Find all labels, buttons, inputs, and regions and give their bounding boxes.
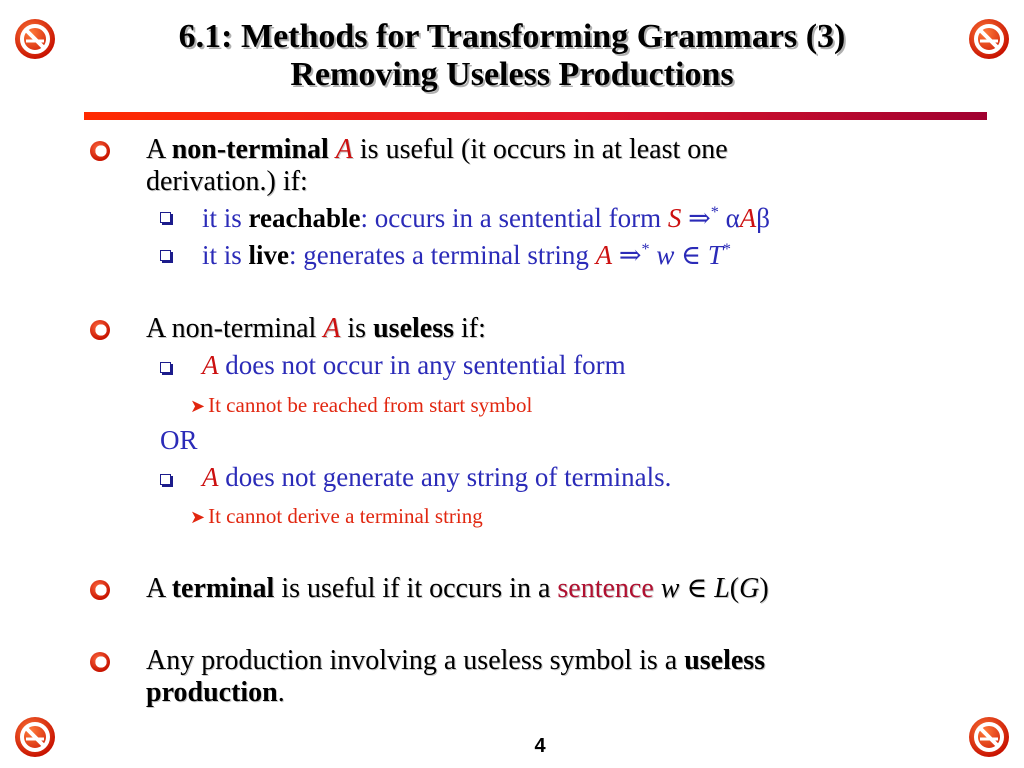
page-number: 4 bbox=[534, 735, 546, 757]
bullet-1-line-1: A non-terminal A is useful (it occurs in at least one bbox=[146, 134, 728, 165]
bullet-icon bbox=[90, 320, 110, 340]
slide-title bbox=[70, 18, 954, 94]
reachable-item: it is reachable: occurs in a sentential form S ⇒* αAβ bbox=[202, 203, 771, 233]
not-reachable-detail: ➤ It cannot be reached from start symbol bbox=[190, 393, 533, 417]
not-reachable-item: A does not occur in any sentential form bbox=[202, 350, 626, 380]
or-label: OR bbox=[160, 425, 198, 455]
arrow-icon: ➤ bbox=[190, 396, 206, 417]
not-live-item: A does not generate any string of terminals. bbox=[202, 462, 672, 492]
not-live-detail: ➤ It cannot derive a terminal string bbox=[190, 504, 483, 528]
bullet-icon bbox=[90, 580, 110, 600]
live-item: it is live: generates a terminal string A ⇒* w ∈ T* bbox=[202, 240, 732, 270]
square-bullet-icon bbox=[160, 474, 171, 485]
bullet-4-line-2: production. bbox=[146, 677, 285, 708]
no-sign-icon bbox=[966, 16, 1012, 62]
bullet-1-line-2: derivation.) if: bbox=[146, 166, 308, 197]
no-sign-icon bbox=[966, 714, 1012, 760]
no-sign-icon bbox=[12, 714, 58, 760]
arrow-icon: ➤ bbox=[190, 507, 206, 528]
title-divider bbox=[84, 112, 987, 120]
bullet-2-line-1: A non-terminal A is useless if: bbox=[146, 313, 486, 344]
title-line-2: Removing Useless Productions bbox=[290, 56, 734, 93]
no-sign-icon bbox=[12, 16, 58, 62]
title-line-1: 6.1: Methods for Transforming Grammars (3) bbox=[178, 18, 846, 55]
square-bullet-icon bbox=[160, 212, 171, 223]
square-bullet-icon bbox=[160, 250, 171, 261]
bullet-3-line: A terminal is useful if it occurs in a sentence w ∈ L(G) bbox=[146, 573, 769, 604]
bullet-4-line-1: Any production involving a useless symbol is a useless bbox=[146, 645, 766, 676]
square-bullet-icon bbox=[160, 362, 171, 373]
bullet-icon bbox=[90, 652, 110, 672]
bullet-icon bbox=[90, 141, 110, 161]
